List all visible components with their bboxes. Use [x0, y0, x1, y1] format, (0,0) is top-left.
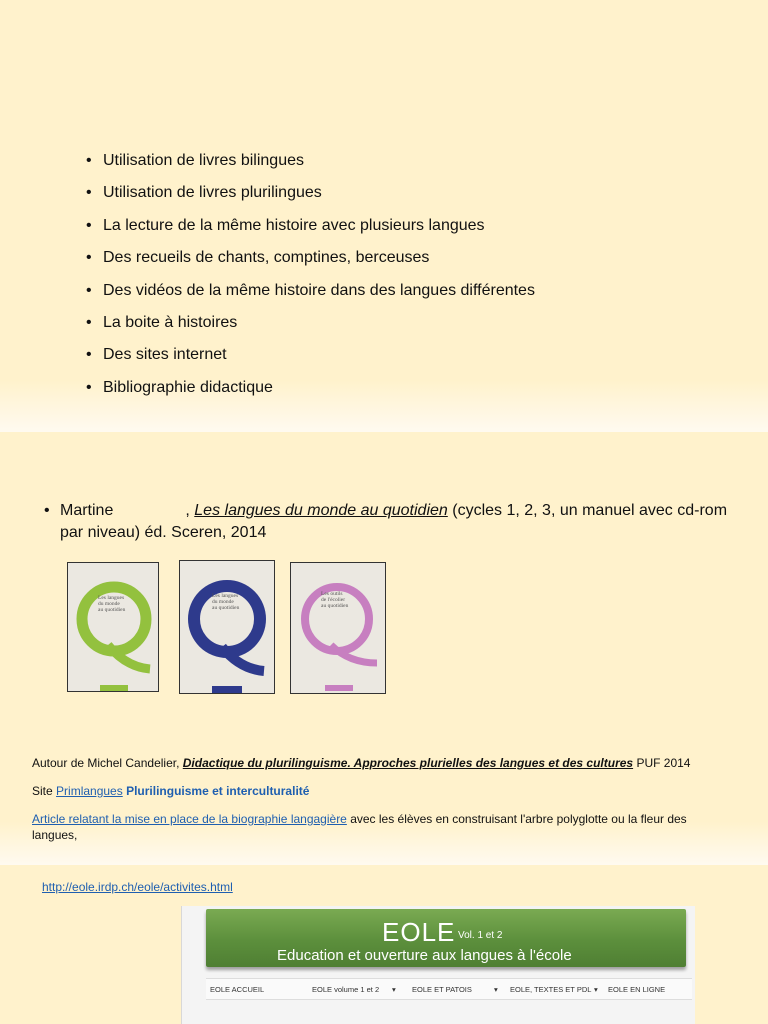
cover-title-line: Les outils — [321, 591, 343, 597]
eole-volume: Vol. 1 et 2 — [458, 930, 503, 941]
article-link[interactable]: Article relatant la mise en place de la biographie langagière — [32, 812, 347, 826]
book-title: Les langues du monde au quotidien — [194, 502, 448, 519]
site-reference — [32, 783, 732, 799]
cover-title-line: au quotidien — [212, 605, 240, 611]
list-item: • La lecture de la même histoire avec plusieurs langues — [86, 215, 535, 247]
nav-item-textes[interactable]: EOLE, TEXTES ET PDL — [510, 985, 592, 994]
chevron-down-icon: ▾ — [594, 985, 598, 994]
eole-nav — [206, 978, 692, 1000]
book-cover-green — [67, 562, 159, 692]
author-name: Martine — [60, 502, 114, 519]
slide-3 — [0, 866, 768, 1024]
nav-item-accueil[interactable]: EOLE ACCUEIL — [210, 985, 265, 994]
eole-banner — [206, 909, 686, 967]
cover-title-line: Les langues — [98, 595, 125, 601]
book-cover-pink — [290, 562, 386, 694]
eole-screenshot — [181, 906, 695, 1024]
cover-title-line: Les langues — [212, 593, 239, 599]
article-reference — [32, 811, 732, 843]
cover-title-line: au quotidien — [321, 603, 349, 609]
book-cover-blue — [179, 560, 275, 694]
nav-item-en-ligne[interactable]: EOLE EN LIGNE — [608, 985, 666, 994]
primlangues-link[interactable]: Primlangues — [56, 784, 123, 798]
list-item: • La boite à histoires — [86, 312, 535, 344]
nav-item-patois[interactable]: EOLE ET PATOIS — [412, 985, 472, 994]
list-item: • Des vidéos de la même histoire dans des langues différentes — [86, 280, 535, 312]
article-description: avec les élèves en construisant l'arbre polyglotte ou la fleur des langues, — [32, 812, 687, 842]
nav-item-volumes[interactable]: EOLE volume 1 et 2 — [312, 985, 380, 994]
cover-title-line: du monde — [212, 599, 234, 605]
chevron-down-icon: ▾ — [494, 985, 498, 994]
eole-url-link[interactable]: http://eole.irdp.ch/eole/activites.html — [42, 880, 233, 894]
cover-title-line: au quotidien — [98, 607, 126, 613]
comma: , — [185, 502, 190, 519]
cover-title-line: du monde — [98, 601, 120, 607]
slide-2 — [0, 433, 768, 865]
chevron-down-icon: ▾ — [392, 985, 396, 994]
slide-1 — [0, 0, 768, 432]
list-item: • Bibliographie didactique — [86, 377, 535, 409]
list-item: • Utilisation de livres bilingues — [86, 150, 535, 182]
references — [32, 755, 732, 855]
book-details: (cycles 1, 2, 3, un manuel avec cd-rom par niveau) éd. Sceren, 2014 — [60, 502, 728, 541]
candelier-reference — [32, 755, 732, 771]
site-section-title[interactable]: Plurilinguisme et interculturalité — [126, 784, 310, 798]
list-item: • Utilisation de livres plurilingues — [86, 182, 535, 214]
resource-list — [86, 150, 535, 409]
reference-title: Didactique du plurilinguisme. Approches plurielles des langues et des cultures — [182, 756, 634, 770]
eole-title: EOLE — [382, 917, 456, 947]
reference-author: Autour de Michel Candelier, — [32, 756, 180, 770]
site-label: Site — [32, 784, 53, 798]
list-item: • Des recueils de chants, comptines, berceuses — [86, 247, 535, 279]
reference-publisher: PUF 2014 — [636, 756, 691, 770]
eole-subtitle: Education et ouverture aux langues à l'école — [277, 947, 572, 964]
cover-title-line: de l'écolier — [321, 597, 346, 603]
list-item: • Des sites internet — [86, 344, 535, 376]
martine-reference — [44, 500, 750, 544]
